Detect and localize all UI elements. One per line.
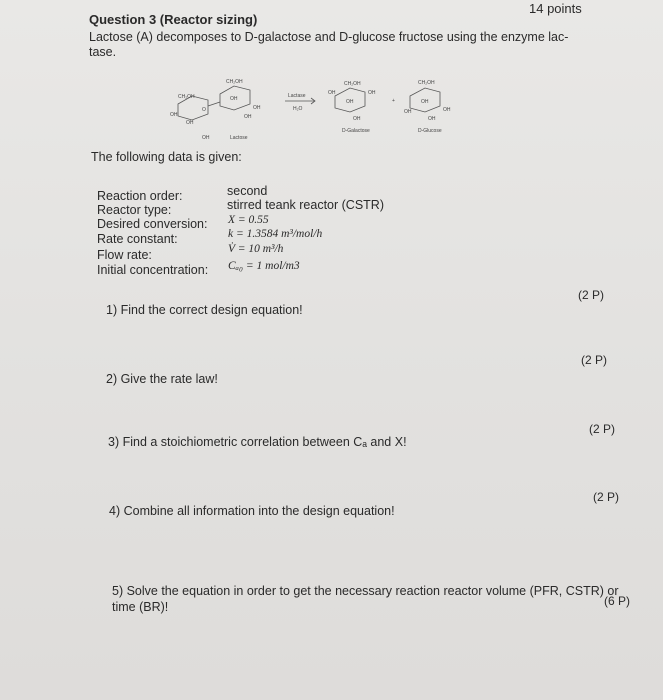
- initial-concentration-label: Initial concentration:: [97, 263, 209, 277]
- lactose-oh-label-2: OH: [186, 120, 194, 126]
- galactose-oh-label-4: OH: [353, 116, 361, 122]
- reaction-scheme: [150, 76, 470, 146]
- question-title: Question 3 (Reactor sizing): [89, 12, 258, 27]
- intro-text: Lactose (A) decomposes to D-galactose and D-glucose fructose using the enzyme lac- tase.: [89, 30, 569, 59]
- initial-concentration-value: Cₐ₀ = 1 mol/m3: [228, 260, 300, 272]
- lactose-oh-label-1: OH: [170, 112, 178, 118]
- lactase-label: Lactase: [288, 93, 306, 99]
- lactose-oh-label-5: OH: [244, 114, 252, 120]
- glucose-oh-label-4: OH: [428, 116, 436, 122]
- galactose-ch2oh-label: CH₂OH: [344, 81, 361, 87]
- task-3-points: (2 P): [589, 422, 616, 436]
- glucose-oh-label-3: OH: [443, 107, 451, 113]
- task-3-text: 3) Find a stoichiometric correlation between Cₐ and X!: [108, 435, 407, 449]
- desired-conversion-label: Desired conversion:: [97, 217, 208, 231]
- flow-rate-label: Flow rate:: [97, 248, 152, 262]
- task-1-points: (2 P): [578, 288, 605, 302]
- reaction-order-value: second: [227, 184, 268, 198]
- task-2-text: 2) Give the rate law!: [106, 372, 218, 386]
- galactose-oh-label-1: OH: [328, 90, 336, 96]
- lactose-ch2oh-label-2: CH₂OH: [226, 79, 243, 85]
- water-label: H₂O: [293, 106, 303, 112]
- flow-rate-value: V̇ = 10 m³/h: [228, 243, 284, 255]
- lactose-oh-label-4: OH: [253, 105, 261, 111]
- desired-conversion-value: X = 0.55: [228, 214, 269, 226]
- lactose-oh-label-6: OH: [202, 135, 210, 141]
- lactose-label: Lactose: [230, 135, 248, 141]
- reaction-order-label: Reaction order:: [97, 189, 183, 203]
- glucose-ch2oh-label: CH₂OH: [418, 80, 435, 86]
- galactose-oh-label-3: OH: [368, 90, 376, 96]
- points-label: 14 points: [529, 1, 582, 16]
- task-2-points: (2 P): [581, 353, 608, 367]
- lactose-o-label: O: [202, 107, 206, 113]
- galactose-label: D-Galactose: [342, 128, 370, 134]
- glucose-label: D-Glucose: [418, 128, 442, 134]
- glucose-oh-label-1: OH: [421, 99, 429, 105]
- glucose-oh-label-2: OH: [404, 109, 412, 115]
- galactose-oh-label-2: OH: [346, 99, 354, 105]
- task-4-text: 4) Combine all information into the design equation!: [109, 504, 395, 518]
- lactose-ch2oh-label-1: CH₂OH: [178, 94, 195, 100]
- task-5-text: 5) Solve the equation in order to get the necessary reaction reactor volume (PFR, CSTR) or time (BR)!: [112, 584, 619, 614]
- task-5-points: (6 P): [604, 594, 631, 608]
- plus-sign: +: [392, 98, 395, 104]
- task-1-text: 1) Find the correct design equation!: [106, 303, 303, 317]
- task-4-points: (2 P): [593, 490, 620, 504]
- reactor-type-value: stirred teank reactor (CSTR): [227, 198, 384, 212]
- given-intro: The following data is given:: [91, 150, 242, 164]
- reactor-type-label: Reactor type:: [97, 203, 172, 217]
- lactose-oh-label-3: OH: [230, 96, 238, 102]
- rate-constant-value: k = 1.3584 m³/mol/h: [228, 228, 323, 240]
- rate-constant-label: Rate constant:: [97, 232, 178, 246]
